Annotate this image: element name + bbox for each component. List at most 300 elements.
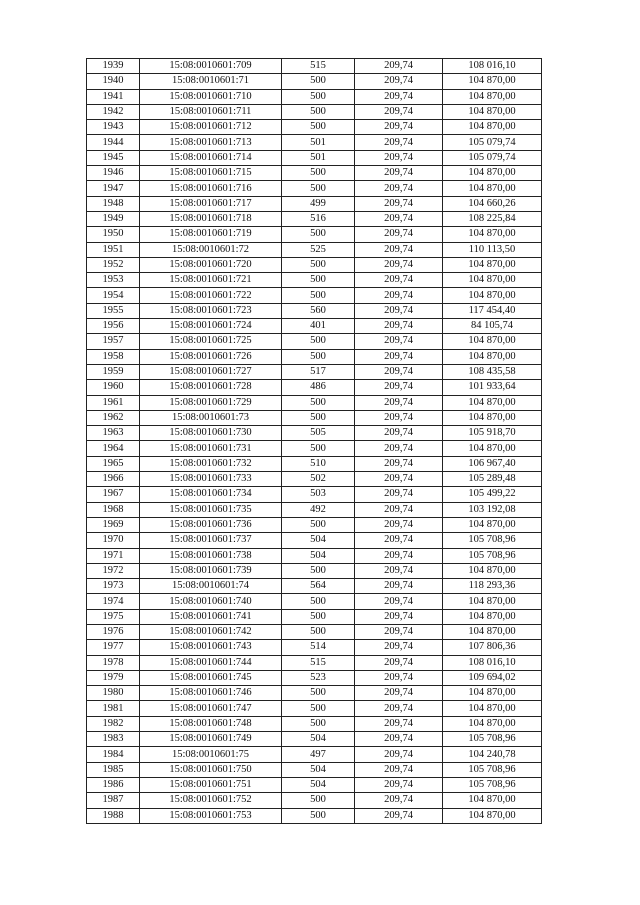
area-cell: 502 xyxy=(282,472,355,487)
table-row xyxy=(87,472,542,487)
area-cell: 500 xyxy=(282,257,355,272)
row-number-cell: 1944 xyxy=(87,135,140,150)
row-number-cell: 1979 xyxy=(87,670,140,685)
row-number-cell: 1959 xyxy=(87,364,140,379)
cadastral-number-cell: 15:08:0010601:710 xyxy=(140,89,282,104)
unit-value-cell: 209,74 xyxy=(355,441,443,456)
cadastral-number-cell: 15:08:0010601:739 xyxy=(140,563,282,578)
table-row xyxy=(87,548,542,563)
row-number-cell: 1955 xyxy=(87,303,140,318)
unit-value-cell: 209,74 xyxy=(355,380,443,395)
unit-value-cell: 209,74 xyxy=(355,135,443,150)
total-value-cell: 105 708,96 xyxy=(443,777,542,792)
total-value-cell: 107 806,36 xyxy=(443,640,542,655)
row-number-cell: 1971 xyxy=(87,548,140,563)
area-cell: 504 xyxy=(282,533,355,548)
row-number-cell: 1969 xyxy=(87,517,140,532)
total-value-cell: 105 079,74 xyxy=(443,150,542,165)
row-number-cell: 1947 xyxy=(87,181,140,196)
table-row xyxy=(87,196,542,211)
land-plot-table xyxy=(86,58,542,824)
total-value-cell: 104 660,26 xyxy=(443,196,542,211)
table-row xyxy=(87,747,542,762)
total-value-cell: 105 079,74 xyxy=(443,135,542,150)
area-cell: 517 xyxy=(282,364,355,379)
table-row xyxy=(87,257,542,272)
table-row xyxy=(87,135,542,150)
table-row xyxy=(87,303,542,318)
area-cell: 504 xyxy=(282,762,355,777)
table-row xyxy=(87,732,542,747)
area-cell: 500 xyxy=(282,395,355,410)
total-value-cell: 110 113,50 xyxy=(443,242,542,257)
row-number-cell: 1987 xyxy=(87,793,140,808)
table-row xyxy=(87,273,542,288)
area-cell: 500 xyxy=(282,716,355,731)
area-cell: 497 xyxy=(282,747,355,762)
total-value-cell: 105 708,96 xyxy=(443,548,542,563)
table-row xyxy=(87,533,542,548)
unit-value-cell: 209,74 xyxy=(355,364,443,379)
unit-value-cell: 209,74 xyxy=(355,196,443,211)
cadastral-number-cell: 15:08:0010601:721 xyxy=(140,273,282,288)
table-row xyxy=(87,410,542,425)
area-cell: 500 xyxy=(282,104,355,119)
total-value-cell: 108 016,10 xyxy=(443,655,542,670)
table-row xyxy=(87,426,542,441)
cadastral-number-cell: 15:08:0010601:751 xyxy=(140,777,282,792)
table-row xyxy=(87,579,542,594)
area-cell: 500 xyxy=(282,441,355,456)
cadastral-number-cell: 15:08:0010601:722 xyxy=(140,288,282,303)
row-number-cell: 1942 xyxy=(87,104,140,119)
unit-value-cell: 209,74 xyxy=(355,609,443,624)
unit-value-cell: 209,74 xyxy=(355,472,443,487)
row-number-cell: 1956 xyxy=(87,319,140,334)
cadastral-number-cell: 15:08:0010601:750 xyxy=(140,762,282,777)
cadastral-number-cell: 15:08:0010601:75 xyxy=(140,747,282,762)
area-cell: 564 xyxy=(282,579,355,594)
cadastral-number-cell: 15:08:0010601:720 xyxy=(140,257,282,272)
cadastral-number-cell: 15:08:0010601:723 xyxy=(140,303,282,318)
row-number-cell: 1950 xyxy=(87,227,140,242)
area-cell: 504 xyxy=(282,777,355,792)
cadastral-number-cell: 15:08:0010601:725 xyxy=(140,334,282,349)
total-value-cell: 104 870,00 xyxy=(443,808,542,823)
table-row xyxy=(87,701,542,716)
table-row xyxy=(87,777,542,792)
total-value-cell: 118 293,36 xyxy=(443,579,542,594)
unit-value-cell: 209,74 xyxy=(355,808,443,823)
table-row xyxy=(87,395,542,410)
table-row xyxy=(87,793,542,808)
cadastral-number-cell: 15:08:0010601:752 xyxy=(140,793,282,808)
cadastral-number-cell: 15:08:0010601:729 xyxy=(140,395,282,410)
table-row xyxy=(87,120,542,135)
unit-value-cell: 209,74 xyxy=(355,319,443,334)
unit-value-cell: 209,74 xyxy=(355,533,443,548)
row-number-cell: 1951 xyxy=(87,242,140,257)
cadastral-number-cell: 15:08:0010601:716 xyxy=(140,181,282,196)
area-cell: 515 xyxy=(282,655,355,670)
row-number-cell: 1985 xyxy=(87,762,140,777)
total-value-cell: 104 870,00 xyxy=(443,594,542,609)
row-number-cell: 1952 xyxy=(87,257,140,272)
area-cell: 500 xyxy=(282,793,355,808)
table-row xyxy=(87,456,542,471)
total-value-cell: 104 870,00 xyxy=(443,120,542,135)
area-cell: 500 xyxy=(282,609,355,624)
unit-value-cell: 209,74 xyxy=(355,487,443,502)
total-value-cell: 104 870,00 xyxy=(443,227,542,242)
cadastral-number-cell: 15:08:0010601:74 xyxy=(140,579,282,594)
area-cell: 500 xyxy=(282,517,355,532)
unit-value-cell: 209,74 xyxy=(355,395,443,410)
area-cell: 525 xyxy=(282,242,355,257)
cadastral-number-cell: 15:08:0010601:744 xyxy=(140,655,282,670)
row-number-cell: 1958 xyxy=(87,349,140,364)
total-value-cell: 105 918,70 xyxy=(443,426,542,441)
unit-value-cell: 209,74 xyxy=(355,273,443,288)
row-number-cell: 1978 xyxy=(87,655,140,670)
area-cell: 401 xyxy=(282,319,355,334)
unit-value-cell: 209,74 xyxy=(355,777,443,792)
total-value-cell: 104 870,00 xyxy=(443,288,542,303)
area-cell: 500 xyxy=(282,349,355,364)
total-value-cell: 104 870,00 xyxy=(443,395,542,410)
unit-value-cell: 209,74 xyxy=(355,227,443,242)
row-number-cell: 1972 xyxy=(87,563,140,578)
total-value-cell: 104 870,00 xyxy=(443,563,542,578)
total-value-cell: 117 454,40 xyxy=(443,303,542,318)
unit-value-cell: 209,74 xyxy=(355,303,443,318)
unit-value-cell: 209,74 xyxy=(355,257,443,272)
area-cell: 500 xyxy=(282,74,355,89)
area-cell: 500 xyxy=(282,273,355,288)
unit-value-cell: 209,74 xyxy=(355,624,443,639)
total-value-cell: 104 870,00 xyxy=(443,349,542,364)
cadastral-number-cell: 15:08:0010601:717 xyxy=(140,196,282,211)
cadastral-number-cell: 15:08:0010601:714 xyxy=(140,150,282,165)
total-value-cell: 101 933,64 xyxy=(443,380,542,395)
unit-value-cell: 209,74 xyxy=(355,426,443,441)
area-cell: 501 xyxy=(282,135,355,150)
unit-value-cell: 209,74 xyxy=(355,579,443,594)
total-value-cell: 105 708,96 xyxy=(443,533,542,548)
unit-value-cell: 209,74 xyxy=(355,563,443,578)
unit-value-cell: 209,74 xyxy=(355,74,443,89)
row-number-cell: 1948 xyxy=(87,196,140,211)
cadastral-number-cell: 15:08:0010601:732 xyxy=(140,456,282,471)
area-cell: 500 xyxy=(282,334,355,349)
table-body xyxy=(87,59,542,824)
area-cell: 516 xyxy=(282,211,355,226)
row-number-cell: 1957 xyxy=(87,334,140,349)
table-row xyxy=(87,502,542,517)
unit-value-cell: 209,74 xyxy=(355,104,443,119)
cadastral-number-cell: 15:08:0010601:73 xyxy=(140,410,282,425)
area-cell: 514 xyxy=(282,640,355,655)
row-number-cell: 1977 xyxy=(87,640,140,655)
row-number-cell: 1968 xyxy=(87,502,140,517)
table-row xyxy=(87,609,542,624)
row-number-cell: 1975 xyxy=(87,609,140,624)
area-cell: 560 xyxy=(282,303,355,318)
cadastral-number-cell: 15:08:0010601:740 xyxy=(140,594,282,609)
unit-value-cell: 209,74 xyxy=(355,181,443,196)
cadastral-number-cell: 15:08:0010601:746 xyxy=(140,686,282,701)
area-cell: 492 xyxy=(282,502,355,517)
row-number-cell: 1939 xyxy=(87,59,140,74)
unit-value-cell: 209,74 xyxy=(355,410,443,425)
total-value-cell: 104 870,00 xyxy=(443,517,542,532)
cadastral-number-cell: 15:08:0010601:736 xyxy=(140,517,282,532)
cadastral-number-cell: 15:08:0010601:735 xyxy=(140,502,282,517)
table-row xyxy=(87,104,542,119)
row-number-cell: 1986 xyxy=(87,777,140,792)
table-row xyxy=(87,349,542,364)
row-number-cell: 1976 xyxy=(87,624,140,639)
area-cell: 503 xyxy=(282,487,355,502)
unit-value-cell: 209,74 xyxy=(355,655,443,670)
unit-value-cell: 209,74 xyxy=(355,594,443,609)
cadastral-number-cell: 15:08:0010601:712 xyxy=(140,120,282,135)
row-number-cell: 1960 xyxy=(87,380,140,395)
row-number-cell: 1949 xyxy=(87,211,140,226)
row-number-cell: 1970 xyxy=(87,533,140,548)
total-value-cell: 104 870,00 xyxy=(443,441,542,456)
row-number-cell: 1941 xyxy=(87,89,140,104)
cadastral-number-cell: 15:08:0010601:748 xyxy=(140,716,282,731)
total-value-cell: 108 225,84 xyxy=(443,211,542,226)
area-cell: 500 xyxy=(282,624,355,639)
total-value-cell: 105 708,96 xyxy=(443,762,542,777)
area-cell: 500 xyxy=(282,89,355,104)
area-cell: 486 xyxy=(282,380,355,395)
row-number-cell: 1966 xyxy=(87,472,140,487)
unit-value-cell: 209,74 xyxy=(355,670,443,685)
table-row xyxy=(87,150,542,165)
cadastral-number-cell: 15:08:0010601:737 xyxy=(140,533,282,548)
cadastral-number-cell: 15:08:0010601:734 xyxy=(140,487,282,502)
area-cell: 499 xyxy=(282,196,355,211)
total-value-cell: 104 870,00 xyxy=(443,624,542,639)
area-cell: 500 xyxy=(282,563,355,578)
table-row xyxy=(87,74,542,89)
row-number-cell: 1940 xyxy=(87,74,140,89)
total-value-cell: 104 870,00 xyxy=(443,410,542,425)
cadastral-number-cell: 15:08:0010601:743 xyxy=(140,640,282,655)
table-row xyxy=(87,655,542,670)
total-value-cell: 84 105,74 xyxy=(443,319,542,334)
unit-value-cell: 209,74 xyxy=(355,793,443,808)
cadastral-number-cell: 15:08:0010601:727 xyxy=(140,364,282,379)
total-value-cell: 105 499,22 xyxy=(443,487,542,502)
area-cell: 500 xyxy=(282,120,355,135)
total-value-cell: 104 870,00 xyxy=(443,166,542,181)
cadastral-number-cell: 15:08:0010601:742 xyxy=(140,624,282,639)
total-value-cell: 106 967,40 xyxy=(443,456,542,471)
row-number-cell: 1980 xyxy=(87,686,140,701)
row-number-cell: 1961 xyxy=(87,395,140,410)
area-cell: 500 xyxy=(282,594,355,609)
cadastral-number-cell: 15:08:0010601:713 xyxy=(140,135,282,150)
total-value-cell: 104 870,00 xyxy=(443,257,542,272)
unit-value-cell: 209,74 xyxy=(355,59,443,74)
area-cell: 510 xyxy=(282,456,355,471)
unit-value-cell: 209,74 xyxy=(355,517,443,532)
area-cell: 523 xyxy=(282,670,355,685)
area-cell: 500 xyxy=(282,808,355,823)
total-value-cell: 104 870,00 xyxy=(443,609,542,624)
unit-value-cell: 209,74 xyxy=(355,120,443,135)
cadastral-number-cell: 15:08:0010601:730 xyxy=(140,426,282,441)
unit-value-cell: 209,74 xyxy=(355,150,443,165)
cadastral-number-cell: 15:08:0010601:709 xyxy=(140,59,282,74)
row-number-cell: 1967 xyxy=(87,487,140,502)
table-row xyxy=(87,242,542,257)
total-value-cell: 104 870,00 xyxy=(443,104,542,119)
table-row xyxy=(87,364,542,379)
row-number-cell: 1943 xyxy=(87,120,140,135)
table-row xyxy=(87,594,542,609)
cadastral-number-cell: 15:08:0010601:71 xyxy=(140,74,282,89)
table-row xyxy=(87,762,542,777)
table-row xyxy=(87,319,542,334)
area-cell: 505 xyxy=(282,426,355,441)
row-number-cell: 1973 xyxy=(87,579,140,594)
unit-value-cell: 209,74 xyxy=(355,456,443,471)
row-number-cell: 1982 xyxy=(87,716,140,731)
cadastral-number-cell: 15:08:0010601:753 xyxy=(140,808,282,823)
area-cell: 500 xyxy=(282,686,355,701)
table-row xyxy=(87,166,542,181)
table-row xyxy=(87,441,542,456)
cadastral-number-cell: 15:08:0010601:718 xyxy=(140,211,282,226)
row-number-cell: 1953 xyxy=(87,273,140,288)
total-value-cell: 104 870,00 xyxy=(443,334,542,349)
area-cell: 500 xyxy=(282,410,355,425)
total-value-cell: 104 870,00 xyxy=(443,686,542,701)
unit-value-cell: 209,74 xyxy=(355,686,443,701)
cadastral-number-cell: 15:08:0010601:715 xyxy=(140,166,282,181)
area-cell: 500 xyxy=(282,288,355,303)
row-number-cell: 1954 xyxy=(87,288,140,303)
cadastral-number-cell: 15:08:0010601:72 xyxy=(140,242,282,257)
table-row xyxy=(87,227,542,242)
unit-value-cell: 209,74 xyxy=(355,732,443,747)
total-value-cell: 104 870,00 xyxy=(443,716,542,731)
cadastral-number-cell: 15:08:0010601:728 xyxy=(140,380,282,395)
unit-value-cell: 209,74 xyxy=(355,349,443,364)
table-row xyxy=(87,640,542,655)
unit-value-cell: 209,74 xyxy=(355,716,443,731)
table-row xyxy=(87,211,542,226)
total-value-cell: 108 435,58 xyxy=(443,364,542,379)
total-value-cell: 103 192,08 xyxy=(443,502,542,517)
cadastral-number-cell: 15:08:0010601:724 xyxy=(140,319,282,334)
row-number-cell: 1983 xyxy=(87,732,140,747)
table-row xyxy=(87,686,542,701)
unit-value-cell: 209,74 xyxy=(355,762,443,777)
row-number-cell: 1963 xyxy=(87,426,140,441)
table-row xyxy=(87,716,542,731)
unit-value-cell: 209,74 xyxy=(355,640,443,655)
table-row xyxy=(87,288,542,303)
table-row xyxy=(87,808,542,823)
table-row xyxy=(87,487,542,502)
unit-value-cell: 209,74 xyxy=(355,334,443,349)
total-value-cell: 104 870,00 xyxy=(443,793,542,808)
unit-value-cell: 209,74 xyxy=(355,166,443,181)
cadastral-number-cell: 15:08:0010601:731 xyxy=(140,441,282,456)
unit-value-cell: 209,74 xyxy=(355,548,443,563)
row-number-cell: 1974 xyxy=(87,594,140,609)
cadastral-number-cell: 15:08:0010601:749 xyxy=(140,732,282,747)
total-value-cell: 104 870,00 xyxy=(443,181,542,196)
cadastral-number-cell: 15:08:0010601:738 xyxy=(140,548,282,563)
total-value-cell: 105 289,48 xyxy=(443,472,542,487)
total-value-cell: 105 708,96 xyxy=(443,732,542,747)
area-cell: 500 xyxy=(282,227,355,242)
cadastral-number-cell: 15:08:0010601:745 xyxy=(140,670,282,685)
cadastral-number-cell: 15:08:0010601:719 xyxy=(140,227,282,242)
unit-value-cell: 209,74 xyxy=(355,747,443,762)
area-cell: 515 xyxy=(282,59,355,74)
row-number-cell: 1962 xyxy=(87,410,140,425)
row-number-cell: 1981 xyxy=(87,701,140,716)
table-row xyxy=(87,624,542,639)
cadastral-number-cell: 15:08:0010601:711 xyxy=(140,104,282,119)
area-cell: 504 xyxy=(282,732,355,747)
total-value-cell: 109 694,02 xyxy=(443,670,542,685)
row-number-cell: 1984 xyxy=(87,747,140,762)
row-number-cell: 1945 xyxy=(87,150,140,165)
table-row xyxy=(87,670,542,685)
table-row xyxy=(87,380,542,395)
total-value-cell: 104 870,00 xyxy=(443,273,542,288)
unit-value-cell: 209,74 xyxy=(355,288,443,303)
table-row xyxy=(87,563,542,578)
total-value-cell: 108 016,10 xyxy=(443,59,542,74)
unit-value-cell: 209,74 xyxy=(355,701,443,716)
unit-value-cell: 209,74 xyxy=(355,89,443,104)
total-value-cell: 104 870,00 xyxy=(443,701,542,716)
row-number-cell: 1965 xyxy=(87,456,140,471)
cadastral-number-cell: 15:08:0010601:726 xyxy=(140,349,282,364)
table-row xyxy=(87,59,542,74)
total-value-cell: 104 870,00 xyxy=(443,89,542,104)
row-number-cell: 1946 xyxy=(87,166,140,181)
unit-value-cell: 209,74 xyxy=(355,502,443,517)
total-value-cell: 104 870,00 xyxy=(443,74,542,89)
cadastral-number-cell: 15:08:0010601:741 xyxy=(140,609,282,624)
cadastral-number-cell: 15:08:0010601:733 xyxy=(140,472,282,487)
row-number-cell: 1988 xyxy=(87,808,140,823)
area-cell: 504 xyxy=(282,548,355,563)
total-value-cell: 104 240,78 xyxy=(443,747,542,762)
area-cell: 500 xyxy=(282,701,355,716)
table-row xyxy=(87,181,542,196)
area-cell: 501 xyxy=(282,150,355,165)
table-row xyxy=(87,334,542,349)
area-cell: 500 xyxy=(282,181,355,196)
area-cell: 500 xyxy=(282,166,355,181)
row-number-cell: 1964 xyxy=(87,441,140,456)
cadastral-number-cell: 15:08:0010601:747 xyxy=(140,701,282,716)
table-row xyxy=(87,89,542,104)
table-row xyxy=(87,517,542,532)
